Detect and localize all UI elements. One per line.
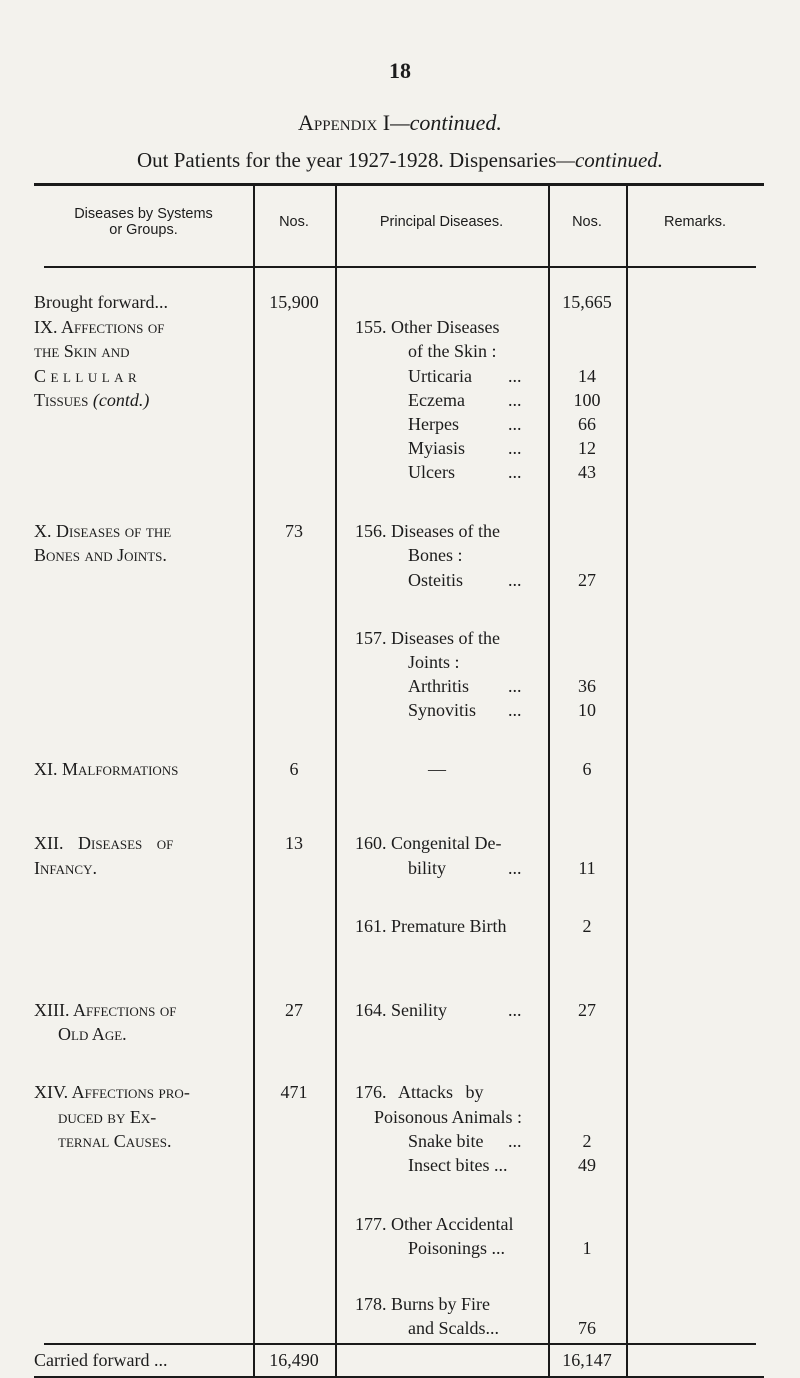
disease-insect-bites: Insect bites ...: [408, 1155, 508, 1175]
nos-snake-bite: 2: [582, 1131, 592, 1151]
group-ix-contd: (contd.): [92, 390, 150, 410]
group-ix-line3: C e l l u l a r: [34, 366, 137, 386]
dots-synovitis: ...: [508, 700, 522, 720]
disease-herpes: Herpes: [408, 414, 459, 434]
disease-161: 161. Premature Birth: [355, 916, 507, 936]
group-ix-line4-text: Tissues: [34, 390, 89, 410]
subtitle-cont: —continued.: [556, 148, 664, 172]
group-xii-line2: Infancy.: [34, 858, 97, 878]
disease-177-line2: Poisonings ...: [408, 1238, 506, 1258]
group-xii-line1: XII. Diseases of: [34, 833, 174, 853]
disease-eczema: Eczema: [408, 390, 465, 410]
col-divider-4: [626, 186, 628, 1376]
disease-164: 164. Senility: [355, 1000, 448, 1020]
group-xiii-nos: 27: [285, 1000, 303, 1020]
header-col3: Principal Diseases.: [379, 214, 504, 230]
dots-eczema: ...: [508, 390, 522, 410]
disease-157-line1: 157. Diseases of the: [355, 628, 500, 648]
group-ix-line2: the Skin and: [34, 341, 130, 361]
nos-osteitis: 27: [578, 570, 596, 590]
disease-synovitis: Synovitis: [408, 700, 477, 720]
group-xi-label: XI. Malformations: [34, 759, 179, 779]
subtitle-main: Out Patients for the year 1927-1928. Dispensaries: [136, 148, 557, 172]
disease-178-line2: and Scalds...: [408, 1318, 499, 1338]
appendix-title-main: Appendix I: [298, 110, 391, 135]
disease-178-line1: 178. Burns by Fire: [355, 1294, 490, 1314]
disease-155-line2: of the Skin :: [408, 341, 497, 361]
brought-forward-nos2: 15,665: [562, 292, 612, 312]
dots-arthritis: ...: [508, 676, 522, 696]
disease-155-line1: 155. Other Diseases: [355, 317, 500, 337]
nos-insect-bites: 49: [578, 1155, 596, 1175]
group-xiii-line1: XIII. Affections of: [34, 1000, 177, 1020]
header-col4: Nos.: [572, 214, 602, 230]
table-subtitle: [0, 148, 800, 173]
disease-urticaria: Urticaria: [408, 366, 472, 386]
group-xi-nos: 6: [289, 759, 299, 779]
group-ix-line1: IX. Affections of: [34, 317, 165, 337]
disease-arthritis: Arthritis: [408, 676, 469, 696]
nos-ulcers: 43: [578, 462, 596, 482]
brought-forward-label: Brought forward...: [34, 292, 168, 312]
group-xii-nos: 13: [285, 833, 303, 853]
col-divider-2: [335, 186, 337, 1376]
disease-177-line1: 177. Other Accidental: [355, 1214, 514, 1234]
nos-eczema: 100: [573, 390, 601, 410]
top-rule: [34, 183, 764, 186]
dots-160: ...: [508, 858, 522, 878]
disease-osteitis: Osteitis: [408, 570, 464, 590]
dots-osteitis: ...: [508, 570, 522, 590]
disease-157-line2: Joints :: [408, 652, 460, 672]
group-xi-disease: —: [428, 759, 446, 779]
disease-176-line1: 176. Attacks by: [355, 1082, 484, 1102]
group-x-line1: X. Diseases of the: [34, 521, 172, 541]
carried-forward-label: Carried forward ...: [34, 1350, 168, 1370]
appendix-title: [0, 110, 800, 136]
header-col2: Nos.: [279, 214, 309, 230]
nos-161: 2: [582, 916, 592, 936]
nos-160: 11: [578, 858, 596, 878]
carried-forward-nos2: 16,147: [562, 1350, 612, 1370]
header-col5: Remarks.: [663, 214, 727, 230]
dots-164: ...: [508, 1000, 522, 1020]
group-xiv-line1: XIV. Affections pro-: [34, 1082, 190, 1102]
dots-myiasis: ...: [508, 438, 522, 458]
group-xiv-line3: ternal Causes.: [58, 1131, 172, 1151]
nos-herpes: 66: [578, 414, 596, 434]
disease-156-line1: 156. Diseases of the: [355, 521, 500, 541]
disease-ulcers: Ulcers: [408, 462, 455, 482]
header-col1-line2: or Groups.: [109, 222, 178, 238]
group-xi-nos2: 6: [582, 759, 592, 779]
col-divider-1: [253, 186, 255, 1376]
nos-arthritis: 36: [578, 676, 596, 696]
disease-myiasis: Myiasis: [408, 438, 466, 458]
header-col1: [34, 206, 253, 238]
nos-178: 76: [578, 1318, 596, 1338]
group-x-nos: 73: [285, 521, 303, 541]
carried-rule-top: [44, 1343, 756, 1345]
disease-160-line1: 160. Congenital De-: [355, 833, 502, 853]
group-xiii-line2: Old Age.: [58, 1024, 127, 1044]
header-rule: [44, 266, 756, 268]
header-col1-line1: Diseases by Systems: [74, 206, 213, 222]
carried-forward-nos: 16,490: [269, 1350, 319, 1370]
disease-176-line2: Poisonous Animals :: [374, 1107, 523, 1127]
group-xiv-nos: 471: [280, 1082, 308, 1102]
nos-synovitis: 10: [578, 700, 596, 720]
group-ix-line4: [34, 390, 149, 411]
nos-177: 1: [582, 1238, 592, 1258]
disease-160-line2: bility: [408, 858, 447, 878]
dots-herpes: ...: [508, 414, 522, 434]
disease-snake-bite: Snake bite: [408, 1131, 484, 1151]
group-x-line2: Bones and Joints.: [34, 545, 167, 565]
col-divider-3: [548, 186, 550, 1376]
dots-ulcers: ...: [508, 462, 522, 482]
nos-urticaria: 14: [578, 366, 596, 386]
appendix-title-cont: —continued.: [390, 110, 502, 135]
nos-164: 27: [578, 1000, 596, 1020]
brought-forward-nos: 15,900: [269, 292, 319, 312]
dots-snake-bite: ...: [508, 1131, 522, 1151]
nos-myiasis: 12: [578, 438, 596, 458]
dots-urticaria: ...: [508, 366, 522, 386]
disease-156-line2: Bones :: [408, 545, 463, 565]
group-xiv-line2: duced by Ex-: [58, 1107, 157, 1127]
page-number: 18: [389, 58, 411, 83]
